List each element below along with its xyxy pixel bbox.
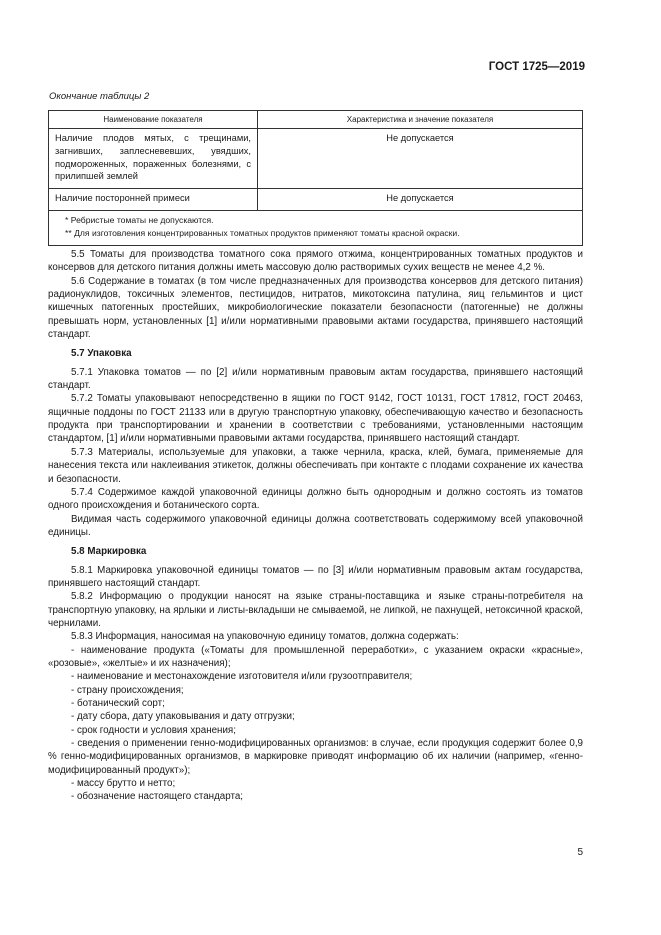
section-heading-packaging: 5.7 Упаковка (71, 348, 132, 360)
list-item: - массу брутто и нетто; (71, 778, 176, 790)
paragraph-5-8-1: 5.8.1 Маркировка упаковочной единицы томатов — по [3] и/или нормативным правовым актам государства, принявшего настоящий стандарт. (48, 564, 583, 589)
table-row (49, 129, 583, 189)
table-cell-indicator: Наличие плодов мятых, с трещинами, загнивших, заплесневевших, увядших, подмороженных, пораженных болезнями, с прилипшей землей (49, 129, 258, 189)
page-number: 5 (577, 847, 583, 858)
section-heading-marking: 5.8 Маркировка (71, 546, 147, 558)
table-notes (49, 210, 583, 245)
table-note: ** Для изготовления концентрированных томатных продуктов применяют томаты красной окраски. (65, 227, 460, 238)
table-note: * Ребристые томаты не допускаются. (65, 214, 214, 225)
paragraph-5-7-1: 5.7.1 Упаковка томатов — по [2] и/или нормативным правовым актам государства, принявшего настоящий стандарт. (48, 366, 583, 392)
table-caption: Окончание таблицы 2 (49, 91, 150, 102)
paragraph-5-8-2: 5.8.2 Информацию о продукции наносят на языке страны-поставщика и языке страны-потребителя на транспортную упаковку, на ярлыки и листы-вкладыши не смываемой, не липкой, не пахнущей, нетоксичной краской, чернилами. (48, 591, 583, 629)
list-item: - обозначение настоящего стандарта; (71, 791, 244, 803)
list-item: - срок годности и условия хранения; (71, 724, 236, 736)
paragraph-visible-part: Видимая часть содержимого упаковочной единицы должна соответствовать содержимому всей упаковочной единицы. (48, 513, 583, 538)
paragraph-5-8-3: 5.8.3 Информация, наносимая на упаковочную единицу томатов, должна содержать: (71, 631, 459, 643)
document-header: ГОСТ 1725—2019 (488, 61, 585, 73)
list-item: - наименование продукта («Томаты для промышленной переработки», с указанием окраски «красные», «розовые», «желтые» и их назначения); (48, 644, 583, 669)
paragraph-5-7-3: 5.7.3 Материалы, используемые для упаковки, а также чернила, краска, клей, бумага, применяемые для нанесения текста или наклеивания этикеток, должны обеспечивать при контакте с плодами сохранение их качества и безопасности. (48, 446, 583, 485)
list-item: - дату сбора, дату упаковывания и дату отгрузки; (71, 711, 295, 723)
list-item: - сведения о применении генно-модифицированных организмов: в случае, если продукция содержит более 0,9 % генно-модифицированных организмов, в маркировке приводят информацию об их наличии (например, «генно-модифицированный продукт»); (48, 738, 583, 776)
paragraph-5-5: 5.5 Томаты для производства томатного сока прямого отжима, концентрированных томатных продуктов и консервов для детского питания должны иметь массовую долю растворимых сухих веществ не менее 4,2 %. (48, 249, 583, 274)
table-cell-value: Не допускается (258, 189, 583, 211)
document-body (48, 248, 583, 804)
table-notes-row (49, 210, 583, 245)
list-item: - страну происхождения; (71, 684, 184, 696)
table-header-row (49, 111, 583, 129)
paragraph-5-7-2: 5.7.2 Томаты упаковывают непосредственно в ящики по ГОСТ 9142, ГОСТ 10131, ГОСТ 17812, ГОСТ 20463, ящичные поддоны по ГОСТ 21133 или в другую транспортную упаковку, обеспечивающую качество и безопасность продукта при транспортировании и хранении в соответствии с требованиями, установленными настоящим стандартом, [1] и/или нормативными правовыми актами государства, принявшего настоящий стандарт. (48, 393, 583, 445)
list-item: - ботанический сорт; (71, 698, 165, 709)
paragraph-5-7-4: 5.7.4 Содержимое каждой упаковочной единицы должно быть однородным и должно состоять из томатов одного происхождения и ботанического сорта. (48, 486, 583, 512)
column-header-value: Характеристика и значение показателя (258, 111, 583, 129)
table-cell-indicator: Наличие посторонней примеси (49, 189, 258, 211)
indicators-table (48, 110, 583, 246)
table-cell-value: Не допускается (258, 129, 583, 189)
list-item: - наименование и местонахождение изготовителя и/или грузоотправителя; (71, 671, 413, 683)
paragraph-5-6: 5.6 Содержание в томатах (в том числе предназначенных для производства консервов для детского питания) радионуклидов, токсичных элементов, пестицидов, нитратов, микотоксина патулина, яиц гельминтов и цист кишечных патогенных простейших, микробиологические показатели безопасности (патогенные) не должны превышать норм, установленных [1] и/или нормативными правовыми актами государства, принявшего настоящий стандарт. (48, 275, 583, 341)
column-header-indicator: Наименование показателя (49, 111, 258, 129)
table-row (49, 189, 583, 211)
